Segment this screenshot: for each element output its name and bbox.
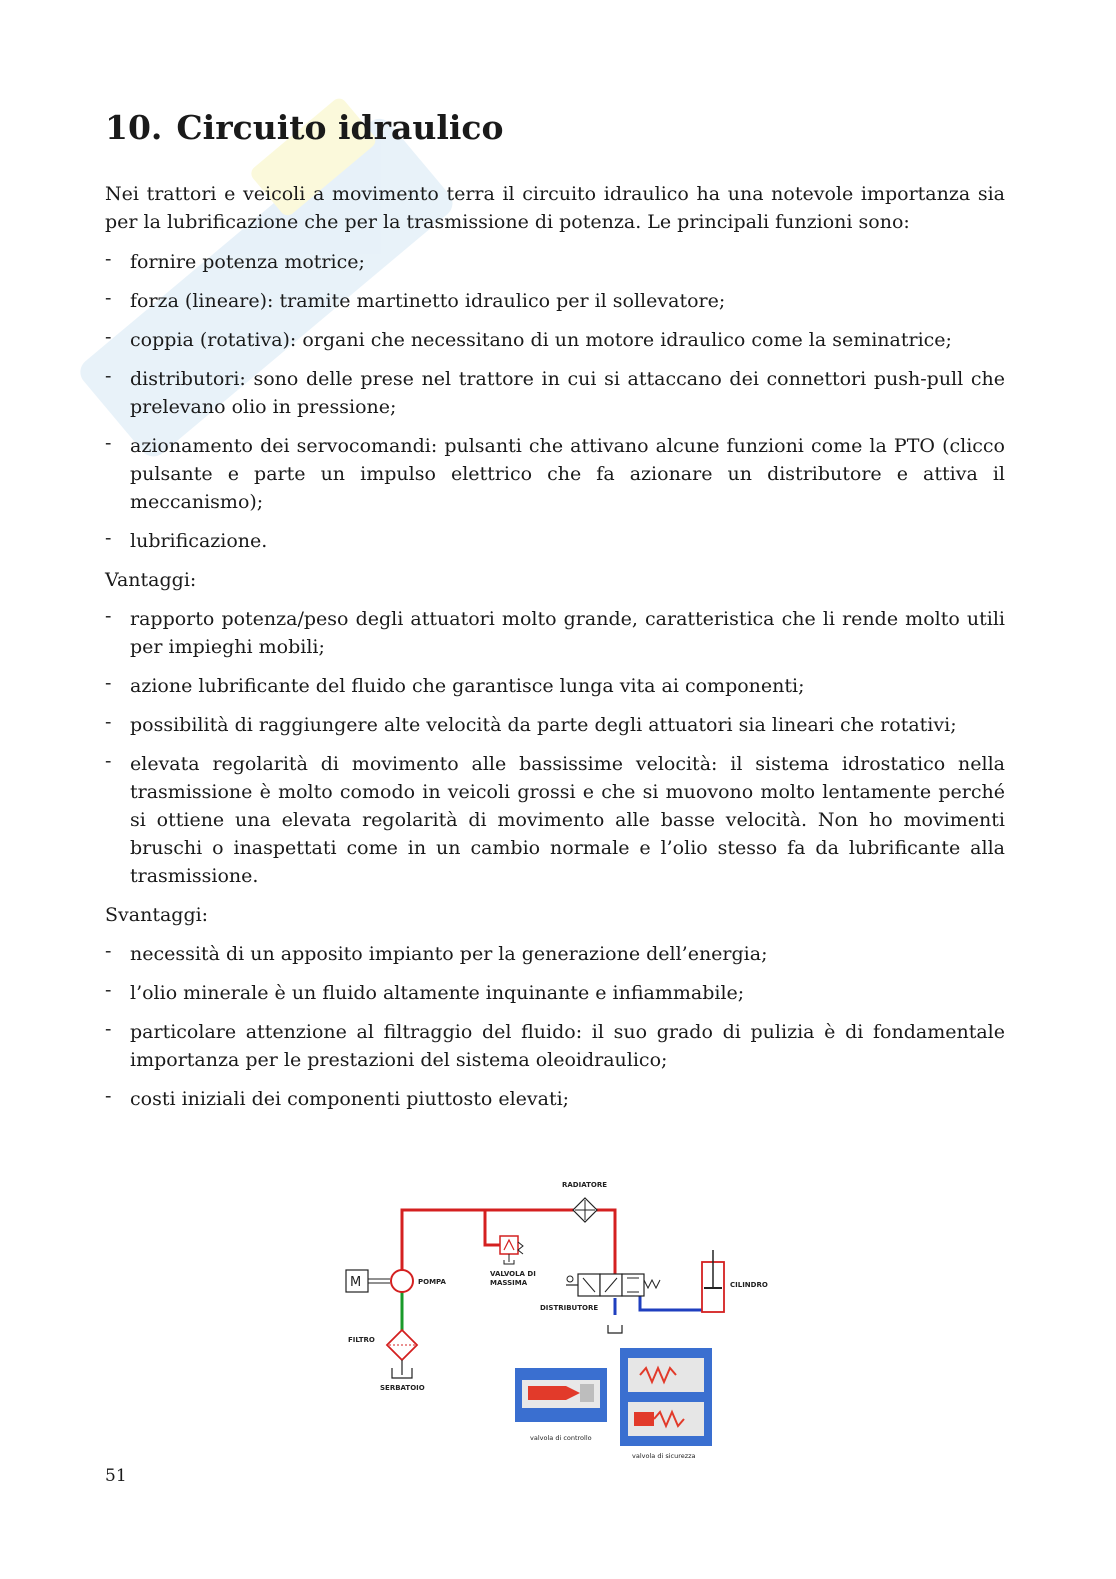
list-item: - l’olio minerale è un fluido altamente inquinante e infiammabile; (105, 979, 1005, 1007)
tank-label: SERBATOIO (380, 1384, 425, 1392)
intro-paragraph: Nei trattori e veicoli a movimento terra il circuito idraulico ha una notevole importanza sia per la lubrificazione che per la trasmissione di potenza. Le principali funzioni sono: (105, 183, 1005, 233)
list-item: - forza (lineare): tramite martinetto idraulico per il sollevatore; (105, 287, 1005, 315)
main-content (105, 100, 1005, 1124)
list-item: - particolare attenzione al filtraggio del fluido: il suo grado di pulizia è di fondamentale importanza per le prestazioni del sistema oleoidraulico; (105, 1018, 1005, 1074)
pump-label: POMPA (418, 1278, 446, 1286)
control-valve-photo (515, 1368, 607, 1422)
cylinder-label: CILINDRO (730, 1281, 768, 1289)
page-title (105, 108, 1005, 148)
distributor-symbol (566, 1274, 660, 1296)
list-item: - azione lubrificante del fluido che garantisce lunga vita ai componenti; (105, 672, 1005, 700)
advantages-label: Vantaggi: (105, 569, 197, 591)
relief-valve-symbol (500, 1236, 523, 1264)
radiator-label: RADIATORE (562, 1181, 607, 1189)
list-item: - rapporto potenza/peso degli attuatori molto grande, caratteristica che li rende molto utili per impieghi mobili; (105, 605, 1005, 661)
page-number: 51 (105, 1466, 127, 1486)
drain-tank-symbol (608, 1325, 622, 1333)
list-item: - azionamento dei servocomandi: pulsanti che attivano alcune funzioni come la PTO (clicco pulsante e parte un impulso elettrico che fa azionare un distributore e attiva il meccanismo); (105, 432, 1005, 516)
safety-valve-photo (620, 1348, 712, 1446)
section-title: Circuito idraulico (176, 108, 504, 147)
hydraulic-circuit-diagram (340, 1170, 780, 1470)
safety-valve-caption: valvola di sicurezza (632, 1452, 696, 1460)
list-item: - necessità di un apposito impianto per la generazione dell’energia; (105, 940, 1005, 968)
motor-label: M (350, 1275, 362, 1290)
hydraulic-circuit-figure (340, 1170, 780, 1470)
list-item: - distributori: sono delle prese nel trattore in cui si attaccano dei connettori push-pull che prelevano olio in pressione; (105, 365, 1005, 421)
list-item: - coppia (rotativa): organi che necessitano di un motore idraulico come la seminatrice; (105, 326, 1005, 354)
advantages-list (105, 605, 1005, 890)
filter-label: FILTRO (348, 1336, 375, 1344)
relief-valve-label-2: MASSIMA (490, 1279, 528, 1287)
list-item: - lubrificazione. (105, 527, 1005, 555)
functions-list (105, 248, 1005, 555)
distributor-label: DISTRIBUTORE (540, 1304, 599, 1312)
disadvantages-list (105, 940, 1005, 1113)
cylinder-symbol (702, 1250, 724, 1312)
control-valve-caption: valvola di controllo (530, 1434, 592, 1442)
section-number: 10. (105, 108, 163, 147)
disadvantages-label: Svantaggi: (105, 904, 209, 926)
list-item: - fornire potenza motrice; (105, 248, 1005, 276)
list-item: - elevata regolarità di movimento alle bassissime velocità: il sistema idrostatico nella trasmissione è molto comodo in veicoli grossi e che si muovono molto lentamente perché si ottiene una elevata regolarità di movimento alle basse velocità. Non ho movimenti bruschi o inaspettati come in un cambio normale e l’olio stesso fa da lubrificante alla trasmissione. (105, 750, 1005, 890)
list-item: - possibilità di raggiungere alte velocità da parte degli attuatori sia lineari che rotativi; (105, 711, 1005, 739)
pump-symbol (391, 1270, 413, 1292)
list-item: - costi iniziali dei componenti piuttosto elevati; (105, 1085, 1005, 1113)
relief-valve-label-1: VALVOLA DI (490, 1270, 536, 1278)
